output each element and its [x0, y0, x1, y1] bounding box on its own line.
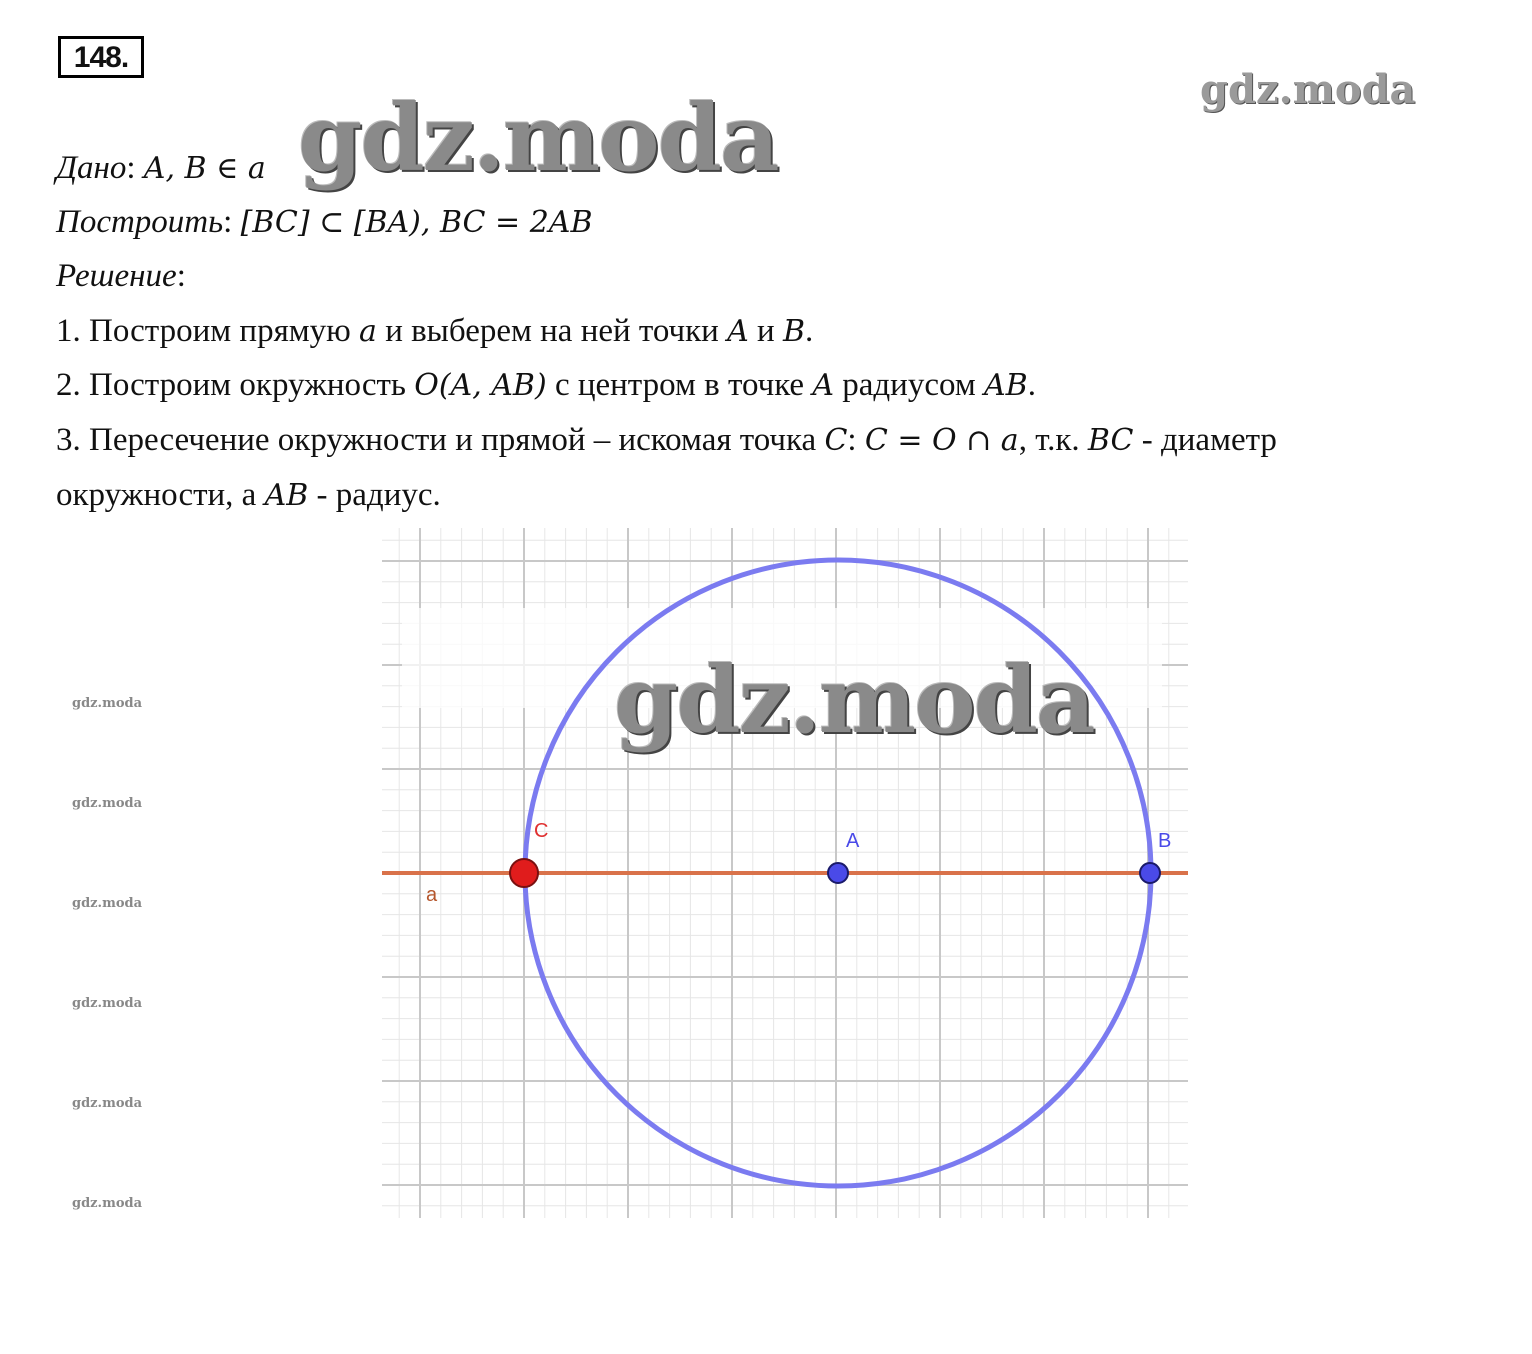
step-2-end: .	[1027, 367, 1036, 403]
watermark-side: gdz.moda	[72, 696, 143, 711]
solution-line	[56, 258, 186, 295]
point-b-label: B	[1158, 830, 1172, 852]
step-1-prefix: 1. Построим прямую	[56, 313, 360, 349]
watermark-figure: gdz.moda	[614, 646, 1094, 754]
step-3	[56, 422, 1277, 459]
step-2-math-2: A	[812, 368, 834, 403]
step-3-mid: :	[847, 422, 865, 458]
step-2-math-3: AB	[983, 368, 1028, 403]
given-colon: :	[126, 150, 136, 186]
construction-canvas	[382, 528, 1188, 1218]
step-1-math-2: A	[727, 314, 749, 349]
step-2-prefix: 2. Построим окружность	[56, 367, 415, 403]
step-2-math-1: O(A, AB)	[414, 368, 547, 403]
step-1-math-3: B	[782, 314, 805, 349]
step-3-math-1: C	[824, 423, 848, 458]
watermark-side: gdz.moda	[72, 796, 143, 811]
point-c-label: C	[534, 820, 549, 842]
step-3-mid2: , т.к.	[1018, 422, 1088, 458]
step-3-continuation	[56, 477, 441, 514]
point-a-label: A	[846, 830, 860, 852]
step-1-mid2: и	[748, 313, 783, 349]
point-b	[1140, 863, 1160, 883]
step-1-mid: и выберем на ней точки	[376, 313, 728, 349]
given-label: Дано	[56, 150, 127, 186]
watermark-side: gdz.moda	[72, 896, 143, 911]
construct-statement: [BC] ⊂ [BA), BC = 2AB	[240, 205, 593, 240]
step-3-math-2: C = O ∩ a	[864, 423, 1019, 458]
step-1-end: .	[804, 313, 814, 349]
watermark-header: gdz.moda	[298, 84, 778, 192]
step-2	[56, 367, 1036, 404]
watermark-side: gdz.moda	[72, 996, 143, 1011]
construct-colon: :	[223, 204, 233, 240]
watermark-side: gdz.moda	[72, 1096, 143, 1111]
step-4-math-1: AB	[264, 478, 309, 513]
given-line	[56, 150, 266, 187]
line-a-label: a	[426, 884, 438, 906]
step-4-end: - радиус.	[308, 477, 441, 513]
step-1-math-1: a	[359, 314, 377, 349]
step-4-prefix: окружности, а	[56, 477, 265, 513]
step-1	[56, 313, 813, 350]
given-statement: A, B ∈ a	[143, 151, 266, 186]
step-3-prefix: 3. Пересечение окружности и прямой – искомая точка	[56, 422, 825, 458]
construct-line	[56, 204, 593, 241]
construct-label: Построить	[56, 204, 224, 240]
watermark-side: gdz.moda	[72, 1196, 143, 1211]
problem-number: 148.	[58, 36, 144, 78]
step-3-end: - диаметр	[1133, 422, 1277, 458]
step-2-mid2: радиусом	[833, 367, 984, 403]
construction-figure	[382, 528, 1188, 1218]
point-a	[828, 863, 848, 883]
point-c	[510, 859, 538, 887]
solution-label: Решение	[56, 258, 177, 294]
solution-colon: :	[176, 258, 186, 294]
watermark-top-right: gdz.moda	[1200, 66, 1416, 113]
step-3-math-3: BC	[1087, 423, 1134, 458]
step-2-mid: с центром в точке	[546, 367, 813, 403]
